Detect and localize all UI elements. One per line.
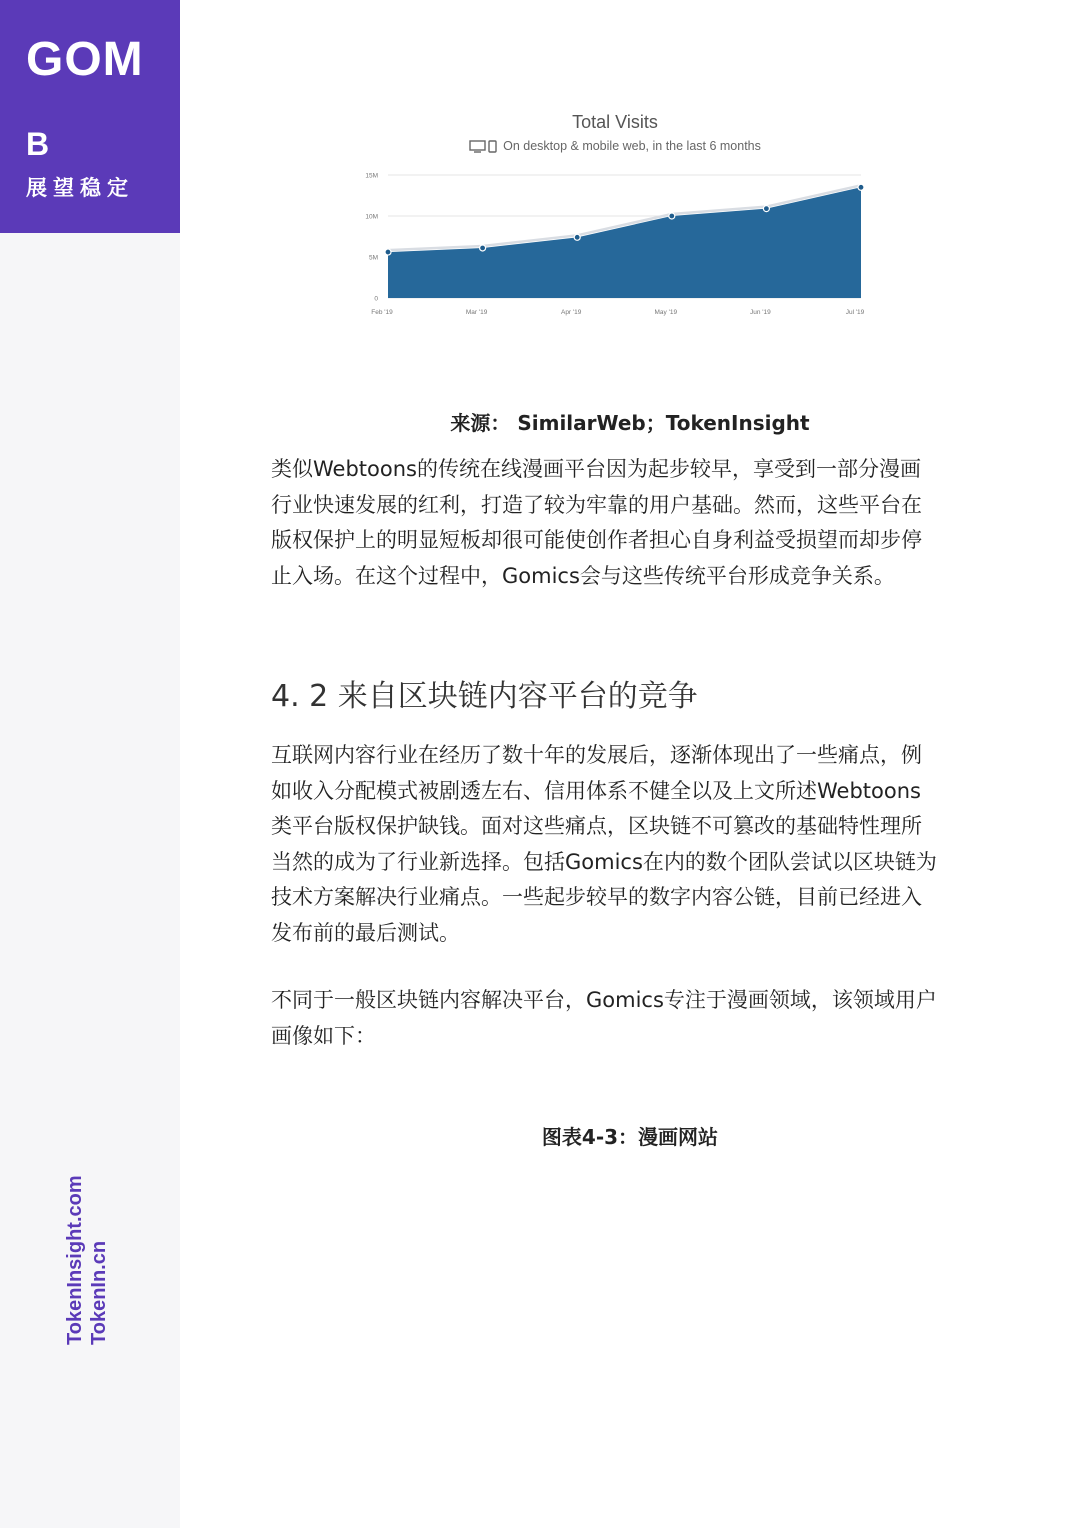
paragraph-3 [271,983,961,1054]
data-point [385,249,391,255]
chart-title: Total Visits [572,112,658,132]
figure-caption: 图表4-3：漫画网站 [541,1125,719,1149]
y-tick-label: 10M [365,213,378,221]
x-tick-label: Jun '19 [750,309,771,316]
brand-subtitle: 展望稳定 [26,176,134,200]
paragraph-line: 类似Webtoons的传统在线漫画平台因为起步较早，享受到一部分漫画 [271,457,921,481]
paragraph-line: 发布前的最后测试。 [271,920,460,945]
paragraph-line: 版权保护上的明显短板却很可能使创作者担心自身利益受损望而却步停 [271,528,922,552]
x-tick-label: Jul '19 [845,309,865,316]
x-tick-label: Apr '19 [560,309,582,316]
total-visits-chart [350,105,880,330]
data-point [574,234,580,240]
paragraph-line: 当然的成为了行业新选择。包括Gomics在内的数个团队尝试以区块链为 [271,849,937,874]
section-heading: 4. 2 来自区块链内容平台的竞争 [271,679,698,714]
x-tick-label: Mar '19 [465,309,488,316]
paragraph-line: 如收入分配模式被剧透左右、信用体系不健全以及上文所述Webtoons [271,778,921,803]
brand-box [0,0,180,233]
chart-plot [350,165,880,330]
data-point [669,213,675,219]
x-tick-label: Feb '19 [371,309,393,316]
brand-title: GOM [26,33,144,86]
brand-title-continued: B [26,126,50,162]
data-point [763,206,769,212]
chart-subtitle-text: On desktop & mobile web, in the last 6 months [503,139,761,153]
source-caption: 来源： SimilarWeb；TokenInsight [450,411,810,435]
x-tick-label: May '19 [654,309,678,316]
side-links [63,1175,111,1345]
series-area [388,187,861,298]
data-point [480,245,486,251]
paragraph-line: 技术方案解决行业痛点。一些起步较早的数字内容公链，目前已经进入 [271,885,922,909]
site-link-tokenin-cn: TokenIn.cn [88,1240,110,1345]
y-tick-label: 15M [365,172,378,180]
paragraph-line: 互联网内容行业在经历了数十年的发展后，逐渐体现出了一些痛点，例 [271,743,922,767]
paragraph-line: 不同于一般区块链内容解决平台，Gomics专注于漫画领域，该领域用户 [271,988,937,1012]
paragraph-line: 行业快速发展的红利，打造了较为牢靠的用户基础。然而，这些平台在 [271,492,922,517]
paragraph-line: 类平台版权保护缺钱。面对这些痛点，区块链不可篡改的基础特性理所 [271,814,922,838]
y-tick-label: 5M [368,254,378,262]
paragraph-2 [271,738,961,951]
sidebar [0,0,180,1528]
paragraph-1 [271,452,961,594]
site-link-tokeninsight-com: TokenInsight.com [64,1175,86,1345]
data-point [858,184,864,190]
paragraph-line: 止入场。在这个过程中，Gomics会与这些传统平台形成竞争关系。 [271,563,895,588]
chart-subtitle [350,139,880,153]
y-tick-label: 0 [374,295,378,303]
desktop-mobile-icon [469,140,499,153]
paragraph-line: 画像如下： [271,1023,376,1048]
